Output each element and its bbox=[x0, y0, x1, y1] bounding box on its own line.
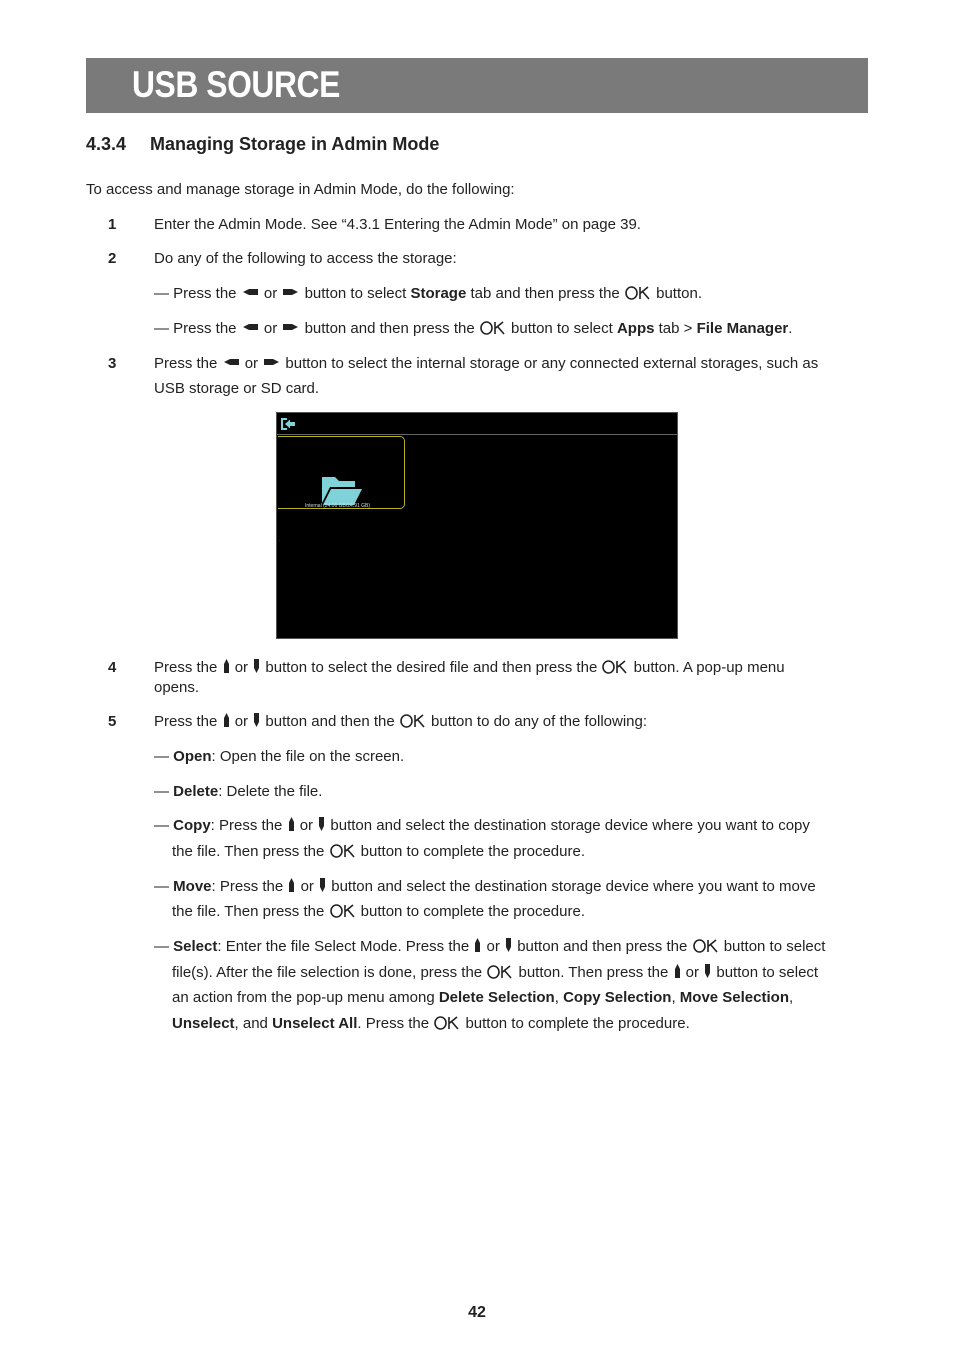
page-title: USB SOURCE bbox=[132, 64, 340, 105]
section-number: 4.3.4 bbox=[86, 134, 127, 154]
ok-icon bbox=[400, 714, 426, 728]
cursor-mark: · bbox=[279, 538, 281, 544]
ok-icon bbox=[434, 1016, 460, 1030]
up-arrow-icon bbox=[224, 659, 229, 673]
back-exit-icon bbox=[280, 417, 296, 431]
step-3-line-1: Press the or button to select the internal storage or any connected external storages, such as bbox=[154, 355, 819, 372]
step-3-line-2: USB storage or SD card. bbox=[154, 380, 320, 397]
step-4-line-1: Press the or button to select the desired file and then press the button. A pop-up menu bbox=[154, 659, 785, 676]
option-open: — Open: Open the file on the screen. bbox=[154, 748, 405, 765]
header-banner bbox=[86, 58, 868, 113]
down-arrow-icon bbox=[254, 659, 259, 673]
left-arrow-icon bbox=[243, 323, 258, 331]
up-arrow-icon bbox=[675, 964, 680, 978]
up-arrow-icon bbox=[289, 878, 294, 892]
step-1-text: Enter the Admin Mode. See “4.3.1 Entering the Admin Mode” on page 39. bbox=[154, 216, 641, 233]
option-select-line-3: an action from the pop-up menu among Delete Selection, Copy Selection, Move Selection, bbox=[172, 989, 794, 1006]
option-delete: — Delete: Delete the file. bbox=[154, 783, 323, 800]
section-heading bbox=[86, 134, 439, 155]
right-arrow-icon bbox=[264, 358, 279, 366]
option-copy-line-1: — Copy: Press the or button and select the destination storage device where you want to copy bbox=[154, 817, 810, 834]
down-arrow-icon bbox=[254, 713, 259, 727]
step-2-text: Do any of the following to access the storage: bbox=[154, 250, 457, 267]
ok-icon bbox=[487, 965, 513, 979]
internal-storage-tile[interactable] bbox=[278, 436, 405, 509]
step-4-line-2: opens. bbox=[154, 679, 200, 696]
step-number: 1 bbox=[108, 216, 117, 233]
ok-icon bbox=[625, 286, 651, 300]
right-arrow-icon bbox=[283, 288, 298, 296]
section-title: Managing Storage in Admin Mode bbox=[150, 134, 440, 154]
up-arrow-icon bbox=[224, 713, 229, 727]
file-manager-screenshot bbox=[276, 412, 678, 639]
down-arrow-icon bbox=[320, 878, 325, 892]
down-arrow-icon bbox=[705, 964, 710, 978]
ok-icon bbox=[602, 660, 628, 674]
screen-divider bbox=[277, 434, 677, 435]
option-move-line-2: the file. Then press the button to complete the procedure. bbox=[172, 903, 585, 920]
down-arrow-icon bbox=[319, 817, 324, 831]
storage-label: Internal (24.06 GB/24.91 GB) bbox=[305, 503, 371, 509]
option-select-line-4: Unselect, and Unselect All. Press the button to complete the procedure. bbox=[172, 1015, 690, 1032]
step-number: 3 bbox=[108, 355, 117, 372]
step-2-option-a: — Press the or button to select Storage tab and then press the button. bbox=[154, 285, 702, 302]
ok-icon bbox=[480, 321, 506, 335]
intro-text: To access and manage storage in Admin Mode, do the following: bbox=[86, 181, 515, 198]
option-select-line-2: file(s). After the file selection is done, press the button. Then press the or button to select bbox=[172, 964, 819, 981]
page-number: 42 bbox=[468, 1304, 486, 1321]
option-copy-line-2: the file. Then press the button to complete the procedure. bbox=[172, 843, 585, 860]
up-arrow-icon bbox=[289, 817, 294, 831]
left-arrow-icon bbox=[224, 358, 239, 366]
step-number: 5 bbox=[108, 713, 117, 730]
down-arrow-icon bbox=[506, 938, 511, 952]
option-select-line-1: — Select: Enter the file Select Mode. Press the or button and then press the button to select bbox=[154, 938, 826, 955]
right-arrow-icon bbox=[283, 323, 298, 331]
ok-icon bbox=[330, 904, 356, 918]
up-arrow-icon bbox=[475, 938, 480, 952]
left-arrow-icon bbox=[243, 288, 258, 296]
option-move-line-1: — Move: Press the or button and select the destination storage device where you want to move bbox=[154, 878, 816, 895]
step-number: 4 bbox=[108, 659, 117, 676]
ok-icon bbox=[330, 844, 356, 858]
step-2-option-b: — Press the or button and then press the button to select Apps tab > File Manager. bbox=[154, 320, 793, 337]
ok-icon bbox=[693, 939, 719, 953]
step-number: 2 bbox=[108, 250, 117, 267]
step-5-line-1: Press the or button and then the button to do any of the following: bbox=[154, 713, 648, 730]
